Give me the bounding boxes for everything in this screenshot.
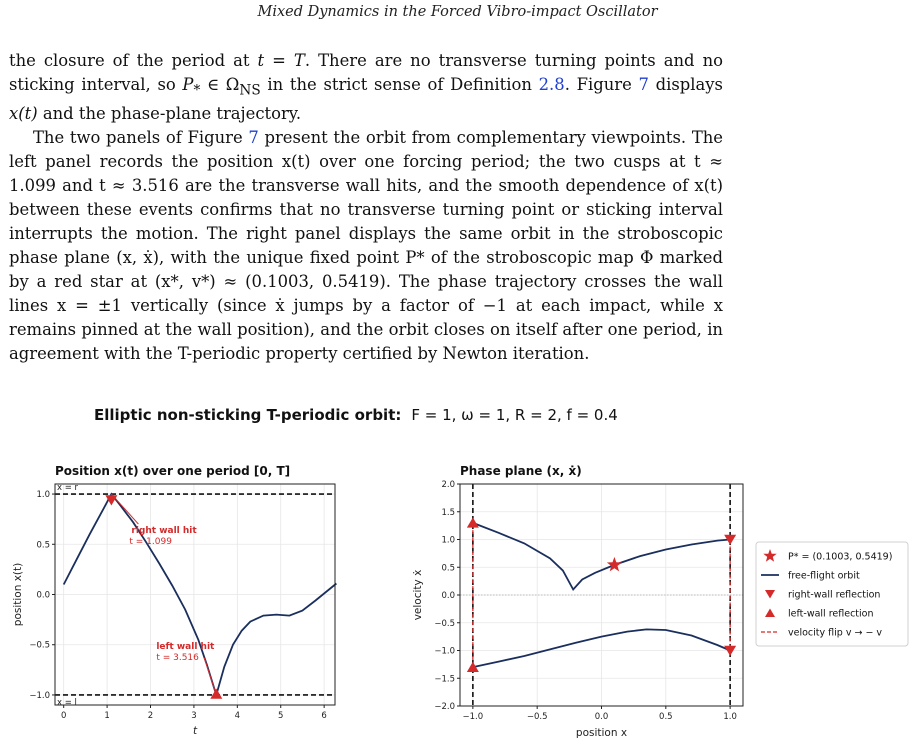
wall-hit-marker	[210, 689, 222, 699]
y-tick-label: 0.5	[441, 563, 455, 574]
legend-label: P* = (0.1003, 0.5419)	[788, 551, 893, 563]
annotation-arrow	[204, 658, 216, 695]
legend-label: right-wall reflection	[788, 589, 881, 601]
x-tick-label: 3	[191, 711, 197, 721]
x-tick-label: 0.0	[594, 712, 609, 722]
y-tick-label: 0.0	[441, 591, 455, 601]
y-axis-label: position x(t)	[12, 562, 24, 627]
y-tick-label: −0.5	[29, 640, 50, 651]
x-tick-label: 6	[321, 711, 327, 721]
y-tick-label: −1.0	[29, 690, 50, 701]
annotation-time: t = 3.516	[156, 652, 199, 663]
y-tick-label: 0.0	[36, 590, 50, 601]
legend-label: free-flight orbit	[788, 570, 860, 582]
running-head: Mixed Dynamics in the Forced Vibro-impact Oscillator	[257, 4, 658, 20]
x-tick-label: 2	[147, 711, 154, 721]
figure-title: Elliptic non-sticking T-periodic orbit: F = 1, ω = 1, R = 2, f = 0.4	[94, 406, 618, 424]
y-tick-label: −2.0	[434, 702, 455, 712]
figure-link[interactable]: 7	[638, 75, 649, 94]
paragraph-2: The two panels of Figure 7 present the orbit from complementary viewpoints. The left panel records the position x(t) over one forcing period; the two cusps at t ≈ 1.099 and t ≈ 3.516 are the transverse wall hits, and the smooth dependence of x(t) between these events confirms that no transverse turning point or sticking interval interrupts the motion. The right panel displays the same orbit in the stroboscopic phase plane (x, ẋ), with the unique fixed point P* of the stroboscopic map Φ marked by a red star at (x*, v*) ≈ (0.1003, 0.5419). The phase trajectory crosses the wall lines x = ±1 vertically (since ẋ jumps by a factor of −1 at each impact, while x remains pinned at the wall position), and the orbit closes on itself after one period, in agreement with the T-periodic property certified by Newton iteration.	[9, 128, 724, 364]
annotation-label: left wall hit	[156, 641, 215, 652]
y-tick-label: 1.0	[36, 490, 50, 501]
x-tick-label: 0.5	[659, 712, 673, 722]
legend-label: velocity flip v → − v	[788, 627, 883, 639]
x-axis-label: position x	[575, 727, 628, 739]
x-tick-label: −0.5	[526, 712, 548, 722]
definition-link[interactable]: 2.8	[538, 75, 565, 94]
x-axis-label: t	[192, 725, 198, 737]
paragraph-1: the closure of the period at t = T. There are no transverse turning points and no sticking interval, so $P_*$ ∈ $\Omega_{NS}$ in the strict sense of Definition 2.8. Figure 7 displays x(t) and the phase-plane trajectory.	[9, 51, 723, 124]
y-tick-label: −1.5	[434, 674, 455, 685]
y-tick-label: 0.5	[36, 540, 50, 551]
x-tick-label: 1	[104, 711, 110, 721]
y-tick-label: 1.5	[441, 507, 455, 518]
y-axis-label: velocity ẋ	[412, 569, 424, 621]
y-tick-label: −0.5	[434, 618, 455, 629]
y-tick-label: −1.0	[434, 646, 455, 657]
chart-title: Phase plane (x, ẋ)	[460, 464, 582, 478]
left-wall-marker	[467, 517, 479, 527]
x-tick-label: 4	[234, 711, 241, 721]
figure-link[interactable]: 7	[248, 128, 259, 148]
wall-label-top: x = r	[57, 483, 79, 494]
annotation-time: t = 1.099	[129, 537, 172, 548]
fixed-point-star	[607, 557, 622, 572]
chart-title: Position x(t) over one period [0, T]	[55, 464, 291, 478]
x-tick-label: −1.0	[462, 712, 484, 722]
wall-label-bottom: x = l	[57, 697, 77, 708]
annotation-label: right wall hit	[131, 526, 197, 537]
y-tick-label: 2.0	[441, 480, 455, 490]
y-tick-label: 1.0	[441, 535, 455, 546]
legend-label: left-wall reflection	[788, 608, 874, 620]
x-tick-label: 1.0	[723, 712, 737, 722]
x-tick-label: 0	[60, 711, 67, 721]
x-tick-label: 5	[278, 711, 284, 721]
